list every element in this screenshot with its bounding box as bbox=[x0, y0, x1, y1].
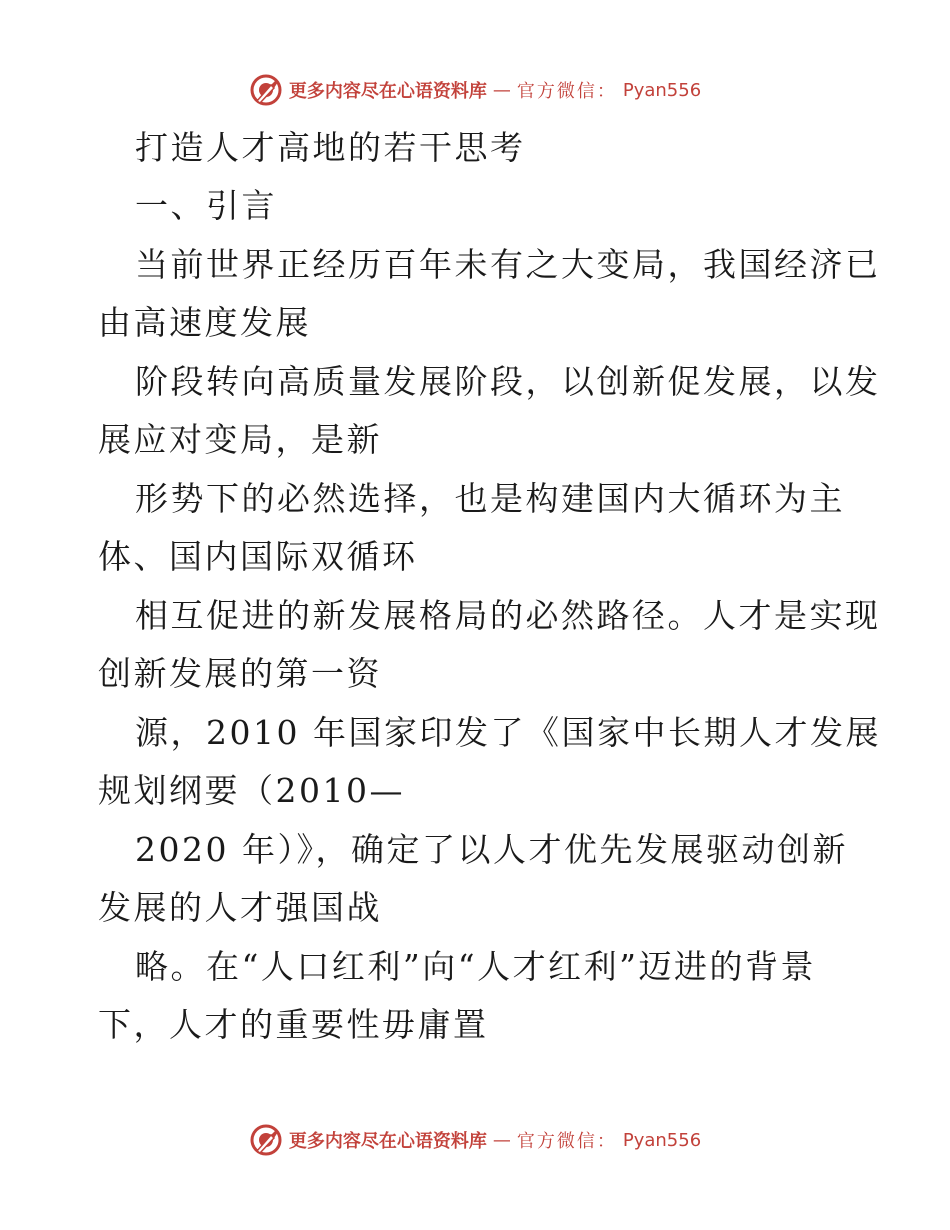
section-heading: 一、引言 bbox=[135, 186, 277, 225]
paragraph-line: 展应对变局，是新 bbox=[98, 420, 382, 459]
paragraph-line: 发展的人才强国战 bbox=[98, 888, 382, 927]
paragraph-line: 由高速度发展 bbox=[98, 303, 311, 342]
paragraph-line: 源，2010 年国家印发了《国家中长期人才发展 bbox=[135, 713, 881, 752]
paragraph-line: 下，人才的重要性毋庸置 bbox=[98, 1005, 489, 1044]
paragraph-line: 阶段转向高质量发展阶段，以创新促发展，以发 bbox=[135, 362, 881, 401]
document-title: 打造人才高地的若干思考 bbox=[135, 128, 526, 167]
paragraph-line: 创新发展的第一资 bbox=[98, 654, 382, 693]
pen-logo-icon bbox=[249, 73, 283, 107]
paragraph-line: 相互促进的新发展格局的必然路径。人才是实现 bbox=[135, 596, 881, 635]
paragraph-line: 规划纲要（2010— bbox=[98, 771, 405, 810]
paragraph-line: 2020 年）》，确定了以人才优先发展驱动创新 bbox=[135, 830, 848, 869]
banner-dash: — bbox=[492, 79, 511, 101]
paragraph-line: 形势下的必然选择，也是构建国内大循环为主 bbox=[135, 479, 845, 518]
banner-site-text: 更多内容尽在心语资料库 bbox=[288, 1131, 487, 1152]
pen-logo-icon bbox=[249, 1123, 283, 1157]
banner-wechat-label: 官方微信： bbox=[516, 81, 617, 102]
footer-banner bbox=[0, 1120, 950, 1160]
banner-wechat-label: 官方微信： bbox=[516, 1131, 617, 1152]
banner-dash: — bbox=[492, 1129, 511, 1151]
banner-site-text: 更多内容尽在心语资料库 bbox=[288, 81, 487, 102]
banner-wechat-id: Pyan556 bbox=[622, 79, 702, 101]
paragraph-line: 体、国内国际双循环 bbox=[98, 537, 418, 576]
paragraph-line: 当前世界正经历百年未有之大变局，我国经济已 bbox=[135, 245, 881, 284]
header-banner bbox=[0, 70, 950, 110]
paragraph-line: 略。在“人口红利”向“人才红利”迈进的背景 bbox=[135, 947, 816, 986]
banner-wechat-id: Pyan556 bbox=[622, 1129, 702, 1151]
